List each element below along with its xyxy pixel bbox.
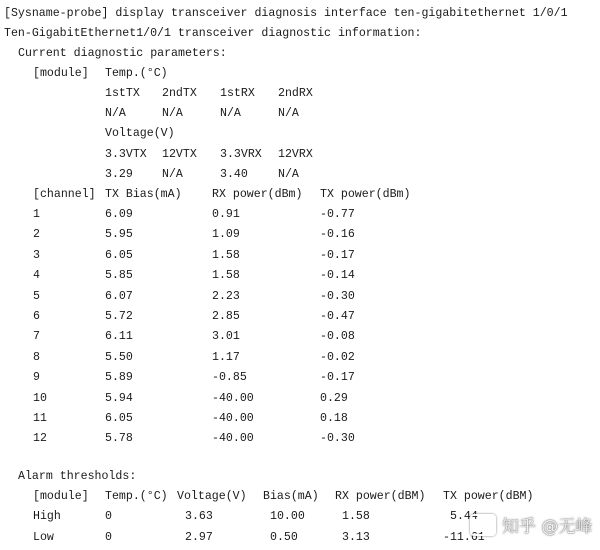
temp-label: Temp.(°C) [105, 67, 168, 80]
command-line: [Sysname-probe] display transceiver diagnosis interface ten-gigabitethernet 1/0/1 [4, 7, 568, 20]
voltage-val-33vrx: 3.40 [220, 168, 248, 181]
voltage-col-33vrx: 3.3VRX [220, 148, 262, 161]
rx-power-value: 2.23 [212, 289, 240, 303]
rx-power-value: 1.17 [212, 350, 240, 364]
tx-power-value: -0.47 [320, 310, 355, 323]
watermark [470, 512, 592, 537]
alarm-temp-value: 0 [105, 530, 112, 544]
channel-number: 2 [33, 228, 40, 242]
tx-power-value: -0.17 [320, 371, 355, 385]
tx-power-value: -0.02 [320, 350, 355, 364]
rx-power-header: RX power(dBm) [212, 188, 303, 201]
tx-power-value: -0.08 [320, 330, 355, 344]
voltage-label: Voltage(V) [105, 127, 175, 140]
tx-bias-value: 5.94 [105, 391, 133, 405]
temp-col-1strx: 1stRX [220, 87, 255, 100]
alarm-bias-value: 10.00 [270, 510, 305, 523]
tx-power-value: -0.77 [320, 208, 355, 221]
channel-number: 3 [33, 248, 40, 262]
voltage-col-12vrx: 12VRX [278, 148, 313, 161]
rx-power-value: 0.91 [212, 208, 240, 221]
tx-power-value: 0.18 [320, 412, 348, 425]
module-label: [module] [33, 67, 89, 80]
rx-power-value: 1.58 [212, 269, 240, 283]
tx-bias-value: 6.05 [105, 248, 133, 262]
voltage-val-33vtx: 3.29 [105, 168, 133, 181]
tx-power-value: -0.14 [320, 269, 355, 283]
channel-number: 9 [33, 371, 40, 385]
voltage-col-12vtx: 12VTX [162, 148, 197, 161]
tx-bias-value: 5.78 [105, 432, 133, 446]
alarm-voltage-header: Voltage(V) [177, 490, 247, 503]
tx-bias-value: 5.95 [105, 228, 133, 242]
rx-power-value: -40.00 [212, 391, 254, 405]
tx-bias-header: TX Bias(mA) [105, 188, 182, 201]
rx-power-value: 3.01 [212, 330, 240, 344]
channel-number: 8 [33, 350, 40, 364]
temp-val-1strx: N/A [220, 107, 241, 120]
rx-power-value: 1.09 [212, 228, 240, 242]
alarm-thresholds-header: Alarm thresholds: [18, 470, 137, 483]
rx-power-value: -40.00 [212, 432, 254, 446]
alarm-level: Low [33, 530, 54, 544]
channel-number: 5 [33, 289, 40, 303]
interface-title: Ten-GigabitEthernet1/0/1 transceiver diagnostic information: [4, 27, 422, 40]
alarm-tx-power-value: 5.44 [450, 510, 478, 523]
tx-bias-value: 6.11 [105, 330, 133, 344]
rx-power-value: 2.85 [212, 310, 240, 323]
alarm-rx-power-value: 3.13 [342, 530, 370, 544]
tx-bias-value: 5.89 [105, 371, 133, 385]
temp-col-2ndrx: 2ndRX [278, 87, 313, 100]
voltage-val-12vtx: N/A [162, 168, 183, 181]
tx-bias-value: 5.72 [105, 310, 133, 323]
channel-number: 12 [33, 432, 47, 446]
tx-power-value: -0.30 [320, 289, 355, 303]
tx-bias-value: 5.50 [105, 350, 133, 364]
tx-power-value: -0.17 [320, 248, 355, 262]
alarm-bias-value: 0.50 [270, 530, 298, 544]
temp-val-2ndrx: N/A [278, 107, 299, 120]
channel-number: 10 [33, 391, 47, 405]
tx-bias-value: 5.85 [105, 269, 133, 283]
tx-power-value: 0.29 [320, 391, 348, 405]
rx-power-value: -40.00 [212, 412, 254, 425]
voltage-val-12vrx: N/A [278, 168, 299, 181]
channel-number: 7 [33, 330, 40, 344]
temp-col-2ndtx: 2ndTX [162, 87, 197, 100]
watermark-text: 知乎 @无峰 [502, 517, 593, 537]
alarm-rx-power-value: 1.58 [342, 510, 370, 523]
temp-col-1sttx: 1stTX [105, 87, 140, 100]
channel-number: 11 [33, 412, 47, 425]
alarm-tx-power-header: TX power(dBM) [443, 490, 534, 503]
alarm-temp-value: 0 [105, 510, 112, 523]
voltage-col-33vtx: 3.3VTX [105, 148, 147, 161]
alarm-voltage-value: 3.63 [185, 510, 213, 523]
tx-power-value: -0.16 [320, 228, 355, 242]
temp-val-1sttx: N/A [105, 107, 126, 120]
temp-val-2ndtx: N/A [162, 107, 183, 120]
alarm-voltage-value: 2.97 [185, 530, 213, 544]
alarm-module-header: [module] [33, 490, 89, 503]
alarm-tx-power-value: -11.61 [443, 530, 485, 544]
tx-power-header: TX power(dBm) [320, 188, 411, 201]
rx-power-value: 1.58 [212, 248, 240, 262]
alarm-level: High [33, 510, 61, 523]
tx-bias-value: 6.07 [105, 289, 133, 303]
tx-bias-value: 6.05 [105, 412, 133, 425]
alarm-temp-header: Temp.(°C) [105, 490, 168, 503]
tx-bias-value: 6.09 [105, 208, 133, 221]
current-params-header: Current diagnostic parameters: [18, 47, 227, 60]
channel-header: [channel] [33, 188, 96, 201]
channel-number: 4 [33, 269, 40, 283]
tx-power-value: -0.30 [320, 432, 355, 446]
alarm-rx-power-header: RX power(dBM) [335, 490, 426, 503]
alarm-bias-header: Bias(mA) [263, 490, 319, 503]
channel-number: 1 [33, 208, 40, 221]
zhihu-logo-icon [470, 514, 496, 536]
channel-number: 6 [33, 310, 40, 323]
rx-power-value: -0.85 [212, 371, 247, 385]
